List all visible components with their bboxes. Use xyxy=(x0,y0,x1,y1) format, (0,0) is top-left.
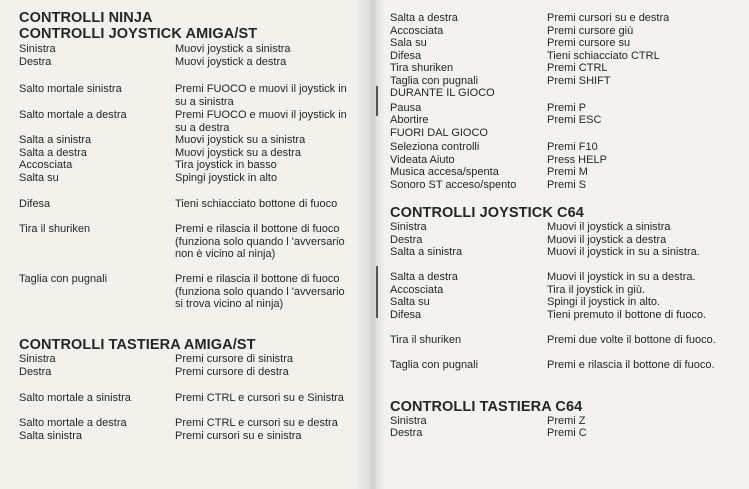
control-action: Taglia con pugnali xyxy=(390,358,479,371)
control-action: Pausa xyxy=(390,101,422,114)
control-input: Premi P xyxy=(547,101,587,114)
control-row xyxy=(19,417,359,430)
control-action: Sinistra xyxy=(390,414,427,427)
control-input: Premi CTRL xyxy=(547,62,608,74)
control-action: Taglia con pugnali xyxy=(390,74,479,87)
control-row xyxy=(19,43,359,56)
control-row xyxy=(390,234,730,247)
control-action: Destra xyxy=(390,233,423,246)
control-input: Premi e rilascia il bottone di fuoco (funziona solo quando l 'avversario non è vicino al ninja) xyxy=(175,223,345,260)
control-input: Premi cursore su xyxy=(547,37,631,49)
control-action: Difesa xyxy=(390,308,422,321)
control-action: Accosciata xyxy=(19,159,73,171)
control-action: Difesa xyxy=(390,49,422,62)
control-input: Tira joystick in basso xyxy=(175,159,277,171)
control-row xyxy=(390,427,730,440)
control-row xyxy=(19,353,359,366)
control-action: Salta sinistra xyxy=(19,429,82,442)
control-input: Press HELP xyxy=(547,153,607,166)
control-action: Sala su xyxy=(390,37,427,49)
control-action: Salto mortale a sinistra xyxy=(19,392,131,404)
control-row xyxy=(390,114,730,127)
margin-mark-top xyxy=(376,86,378,116)
control-input: Muovi il joystick a sinistra xyxy=(547,221,671,233)
subheading-during-game: DURANTE IL GIOCO xyxy=(390,87,495,99)
control-action: Sonoro ST acceso/spento xyxy=(390,178,517,191)
control-row xyxy=(390,12,730,25)
margin-mark-bottom xyxy=(376,266,378,318)
control-input: Premi cursori su e destra xyxy=(547,12,670,24)
control-row xyxy=(19,430,359,443)
right-column xyxy=(390,12,730,440)
control-action: Sinistra xyxy=(390,221,427,233)
control-action: Salta a destra xyxy=(390,12,458,24)
control-row xyxy=(390,309,730,334)
control-row xyxy=(19,147,359,160)
control-row xyxy=(390,50,730,63)
control-row xyxy=(390,334,730,359)
control-row xyxy=(19,172,359,185)
control-action: Sinistra xyxy=(19,353,56,365)
section-heading-keyboard-amiga: CONTROLLI TASTIERA AMIGA/ST xyxy=(19,337,256,353)
control-row xyxy=(390,154,730,167)
control-action: Salta a destra xyxy=(390,271,458,283)
control-input: Premi cursore giù xyxy=(547,24,634,37)
control-input: Premi CTRL e cursori su e Sinistra xyxy=(175,392,344,404)
control-action: Destra xyxy=(19,365,52,378)
control-row xyxy=(390,75,730,88)
control-input: Premi cursori su e sinistra xyxy=(175,429,302,442)
control-row xyxy=(19,273,359,323)
control-input: Premi CTRL e cursori su e destra xyxy=(175,417,338,429)
control-input: Premi SHIFT xyxy=(547,74,611,87)
left-column xyxy=(19,10,359,442)
control-input: Premi cursore di sinistra xyxy=(175,353,293,365)
control-input: Muovi joystick su a destra xyxy=(175,146,301,159)
control-input: Muovi joystick su a sinistra xyxy=(175,134,306,146)
control-input: Premi e rilascia il bottone di fuoco. xyxy=(547,358,715,371)
control-input: Tieni schiacciato CTRL xyxy=(547,49,660,62)
control-input: Premi S xyxy=(547,178,587,191)
control-row xyxy=(19,109,359,134)
control-input: Muovi joystick a sinistra xyxy=(175,43,291,55)
control-input: Muovi il joystick in su a destra. xyxy=(547,271,696,283)
control-row xyxy=(390,221,730,234)
section-heading-joystick-c64: CONTROLLI JOYSTICK C64 xyxy=(390,205,584,221)
control-action: Destra xyxy=(390,427,423,439)
control-row xyxy=(390,102,730,115)
control-input: Premi cursore di destra xyxy=(175,365,289,378)
control-input: Spingi il joystick in alto. xyxy=(547,296,661,308)
control-row xyxy=(390,296,730,309)
control-action: Videata Aiuto xyxy=(390,153,455,166)
control-input: Muovi il joystick in su a sinistra. xyxy=(547,246,700,258)
control-row xyxy=(390,25,730,38)
control-input: Tira il joystick in giù. xyxy=(547,283,646,296)
control-action: Salta su xyxy=(390,296,430,308)
control-row xyxy=(390,62,730,75)
control-input: Muovi joystick a destra xyxy=(175,55,287,68)
control-action: Destra xyxy=(19,55,52,68)
control-input: Premi due volte il bottone di fuoco. xyxy=(547,333,716,346)
control-row xyxy=(19,83,359,108)
control-input: Tieni premuto il bottone di fuoco. xyxy=(547,308,707,321)
control-input: Premi FUOCO e muovi il joystick in su a destra xyxy=(175,109,347,134)
control-action: Salto mortale a destra xyxy=(19,417,127,429)
control-input: Premi Z xyxy=(547,414,586,427)
control-action: Tira shuriken xyxy=(390,62,454,74)
control-row xyxy=(19,392,359,417)
control-input: Spingi joystick in alto xyxy=(175,171,278,184)
control-action: Accosciata xyxy=(390,283,444,296)
control-action: Abortire xyxy=(390,114,429,126)
control-action: Musica accesa/spenta xyxy=(390,166,499,178)
control-action: Salto mortale a destra xyxy=(19,109,127,121)
control-row xyxy=(19,56,359,69)
control-input: Tieni schiacciato bottone di fuoco xyxy=(175,198,338,210)
control-row xyxy=(390,284,730,297)
control-action: Salta a destra xyxy=(19,146,87,159)
control-action: Salta a sinistra xyxy=(19,134,92,146)
section-heading-joystick-amiga: CONTROLLI JOYSTICK AMIGA/ST xyxy=(19,26,258,42)
control-row xyxy=(19,159,359,172)
control-row xyxy=(390,359,730,384)
control-input: Premi e rilascia il bottone di fuoco (funziona solo quando l 'avversario si trova vicino al ninja) xyxy=(175,273,345,310)
control-row xyxy=(390,166,730,179)
control-row xyxy=(390,141,730,154)
control-action: Tira il shuriken xyxy=(390,333,462,346)
control-action: Seleziona controlli xyxy=(390,141,480,153)
control-action: Salta a sinistra xyxy=(390,246,463,258)
control-input: Premi F10 xyxy=(547,141,598,153)
control-action: Difesa xyxy=(19,198,51,210)
page-title: CONTROLLI NINJA xyxy=(19,10,153,26)
control-row xyxy=(390,37,730,50)
control-action: Tira il shuriken xyxy=(19,223,91,235)
subheading-out-of-game: FUORI DAL GIOCO xyxy=(390,126,488,139)
section-heading-keyboard-c64: CONTROLLI TASTIERA C64 xyxy=(390,398,583,415)
control-row xyxy=(19,223,359,273)
control-row xyxy=(390,246,730,271)
control-action: Salto mortale sinistra xyxy=(19,83,122,95)
control-row xyxy=(19,134,359,147)
control-row xyxy=(390,415,730,428)
control-input: Muovi il joystick a destra xyxy=(547,233,667,246)
control-action: Accosciata xyxy=(390,24,444,37)
control-row xyxy=(19,366,359,379)
book-gutter xyxy=(355,0,385,489)
control-row xyxy=(19,198,359,223)
control-row xyxy=(390,179,730,192)
control-action: Salta su xyxy=(19,171,59,184)
control-input: Premi ESC xyxy=(547,114,602,126)
control-action: Taglia con pugnali xyxy=(19,273,108,285)
control-input: Premi C xyxy=(547,427,587,439)
control-input: Premi FUOCO e muovi il joystick in su a sinistra xyxy=(175,83,347,108)
control-row xyxy=(390,271,730,284)
control-input: Premi M xyxy=(547,166,588,178)
control-action: Sinistra xyxy=(19,43,56,55)
